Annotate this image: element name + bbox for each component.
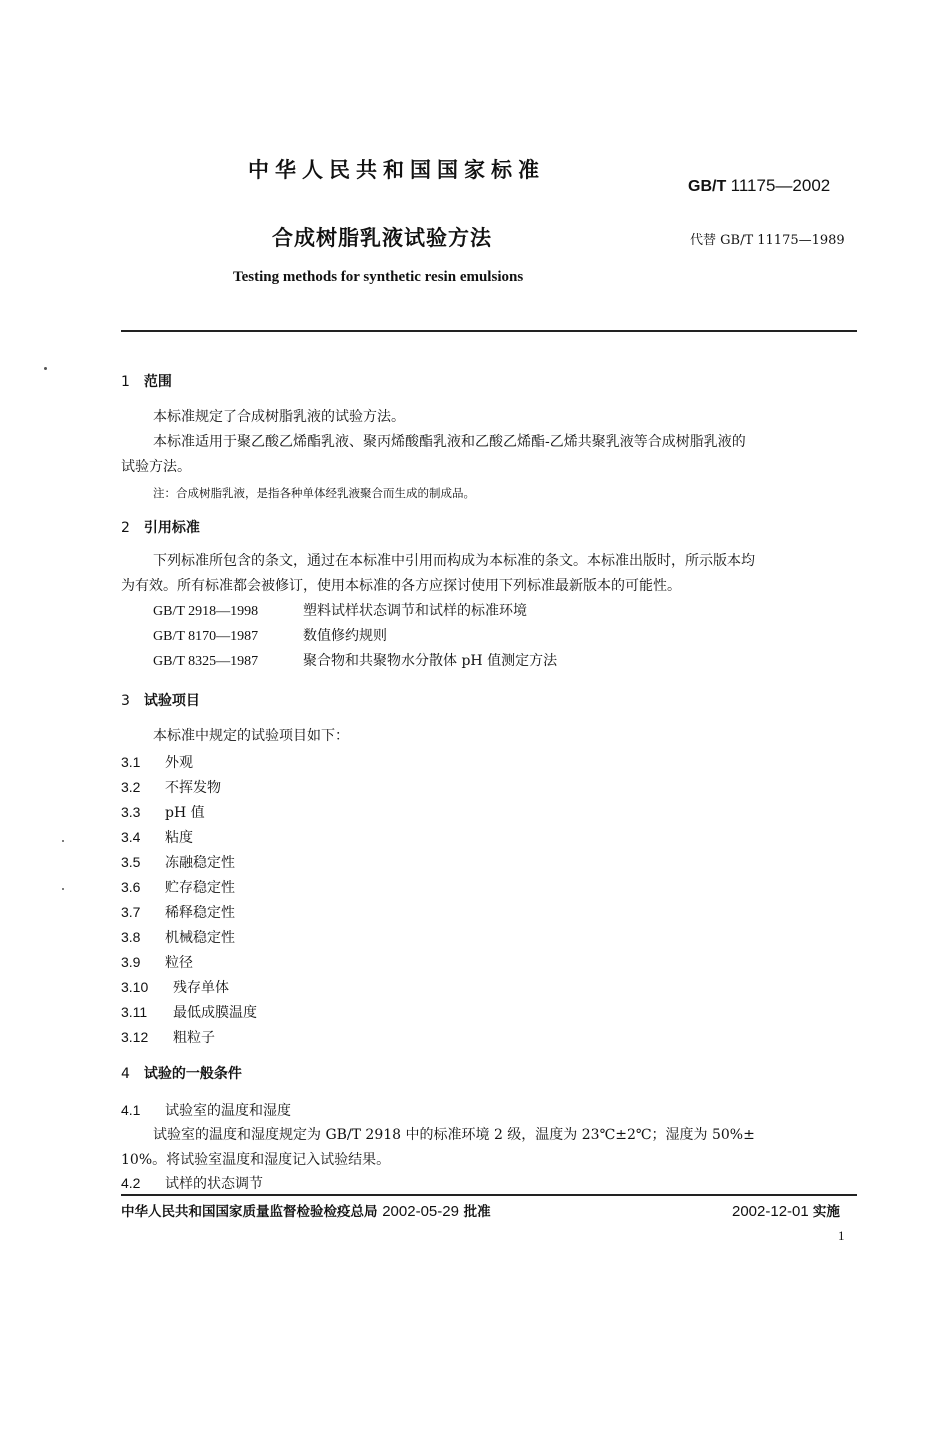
section-title: 引用标准	[143, 520, 200, 536]
paragraph: 下列标准所包含的条文，通过在本标准中引用而构成为本标准的条文。本标准出版时，所示版本均	[153, 553, 755, 569]
effective-date: 2002-12-01	[732, 1203, 809, 1220]
issuer: 中华人民共和国国家质量监督检验检疫总局	[121, 1204, 378, 1220]
paragraph: 本标准适用于聚乙酸乙烯酯乳液、聚丙烯酸酯乳液和乙酸乙烯酯-乙烯共聚乳液等合成树脂乳液的	[153, 434, 746, 450]
footer-divider	[121, 1194, 857, 1196]
approval-label: 批准	[463, 1204, 491, 1220]
section-number: 1	[121, 374, 130, 390]
section-title: 试验项目	[143, 693, 200, 709]
note: 注：合成树脂乳液，是指各种单体经乳液聚合而生成的制成品。	[153, 486, 475, 500]
paragraph: 10%。将试验室温度和湿度记入试验结果。	[121, 1152, 391, 1168]
standard-code-prefix: GB/T	[688, 178, 727, 195]
section-1-heading	[121, 371, 172, 391]
document-title: 合成树脂乳液试验方法	[272, 226, 492, 250]
section-title: 范围	[143, 374, 172, 390]
document-title-english: Testing methods for synthetic resin emulsions	[233, 269, 524, 285]
reference-code: GB/T 2918—1998	[153, 604, 259, 619]
effective-line	[732, 1200, 840, 1220]
header-divider	[121, 330, 857, 332]
list-item: 3.1 外观	[121, 754, 193, 771]
reference-code: GB/T 8325—1987	[153, 654, 259, 669]
approval-date: 2002-05-29	[382, 1203, 459, 1220]
list-item: 3.11 最低成膜温度	[121, 1004, 257, 1021]
section-title: 试验的一般条件	[143, 1066, 242, 1082]
scan-speck	[62, 840, 64, 842]
list-item: 3.4 粘度	[121, 829, 193, 846]
list-item: 3.10 残存单体	[121, 979, 229, 996]
reference-item	[153, 650, 557, 670]
section-number: 4	[121, 1066, 130, 1082]
list-item: 3.12 粗粒子	[121, 1029, 215, 1046]
reference-code: GB/T 8170—1987	[153, 629, 259, 644]
standard-code	[688, 176, 830, 196]
list-item: 3.3 pH 值	[121, 804, 205, 821]
list-item: 3.2 不挥发物	[121, 779, 221, 796]
section-3-heading	[121, 690, 200, 710]
scan-speck	[62, 888, 64, 890]
list-item: 3.6 贮存稳定性	[121, 879, 235, 896]
paragraph: 为有效。所有标准都会被修订，使用本标准的各方应探讨使用下列标准最新版本的可能性。	[121, 578, 681, 594]
subsection-heading: 4.1 试验室的温度和湿度	[121, 1102, 291, 1119]
effective-label: 实施	[812, 1204, 840, 1220]
replaces-note: 代替 GB/T 11175—1989	[690, 233, 845, 248]
reference-item	[153, 625, 387, 645]
section-2-heading	[121, 517, 200, 537]
standard-name: 中华人民共和国国家标准	[248, 158, 545, 182]
paragraph: 试验室的温度和湿度规定为 GB/T 2918 中的标准环境 2 级，温度为 23℃±2℃；湿度为 50%±	[153, 1127, 755, 1143]
approval-line	[121, 1200, 491, 1220]
reference-title: 数值修约规则	[303, 628, 387, 644]
list-item: 3.9 粒径	[121, 954, 193, 971]
list-item: 3.7 稀释稳定性	[121, 904, 235, 921]
section-number: 3	[121, 693, 130, 709]
reference-title: 塑料试样状态调节和试样的标准环境	[303, 603, 527, 619]
paragraph: 本标准规定了合成树脂乳液的试验方法。	[153, 409, 405, 425]
subsection-heading: 4.2 试样的状态调节	[121, 1175, 263, 1192]
section-number: 2	[121, 520, 130, 536]
paragraph: 试验方法。	[121, 459, 191, 475]
scan-speck	[44, 367, 47, 370]
reference-title: 聚合物和共聚物水分散体 pH 值测定方法	[303, 653, 558, 669]
section-4-heading	[121, 1063, 242, 1083]
list-item: 3.8 机械稳定性	[121, 929, 235, 946]
list-item: 3.5 冻融稳定性	[121, 854, 235, 871]
standard-code-number: 11175—2002	[730, 176, 831, 195]
paragraph: 本标准中规定的试验项目如下：	[153, 728, 349, 744]
page-number: 1	[838, 1228, 845, 1243]
reference-item	[153, 600, 527, 620]
